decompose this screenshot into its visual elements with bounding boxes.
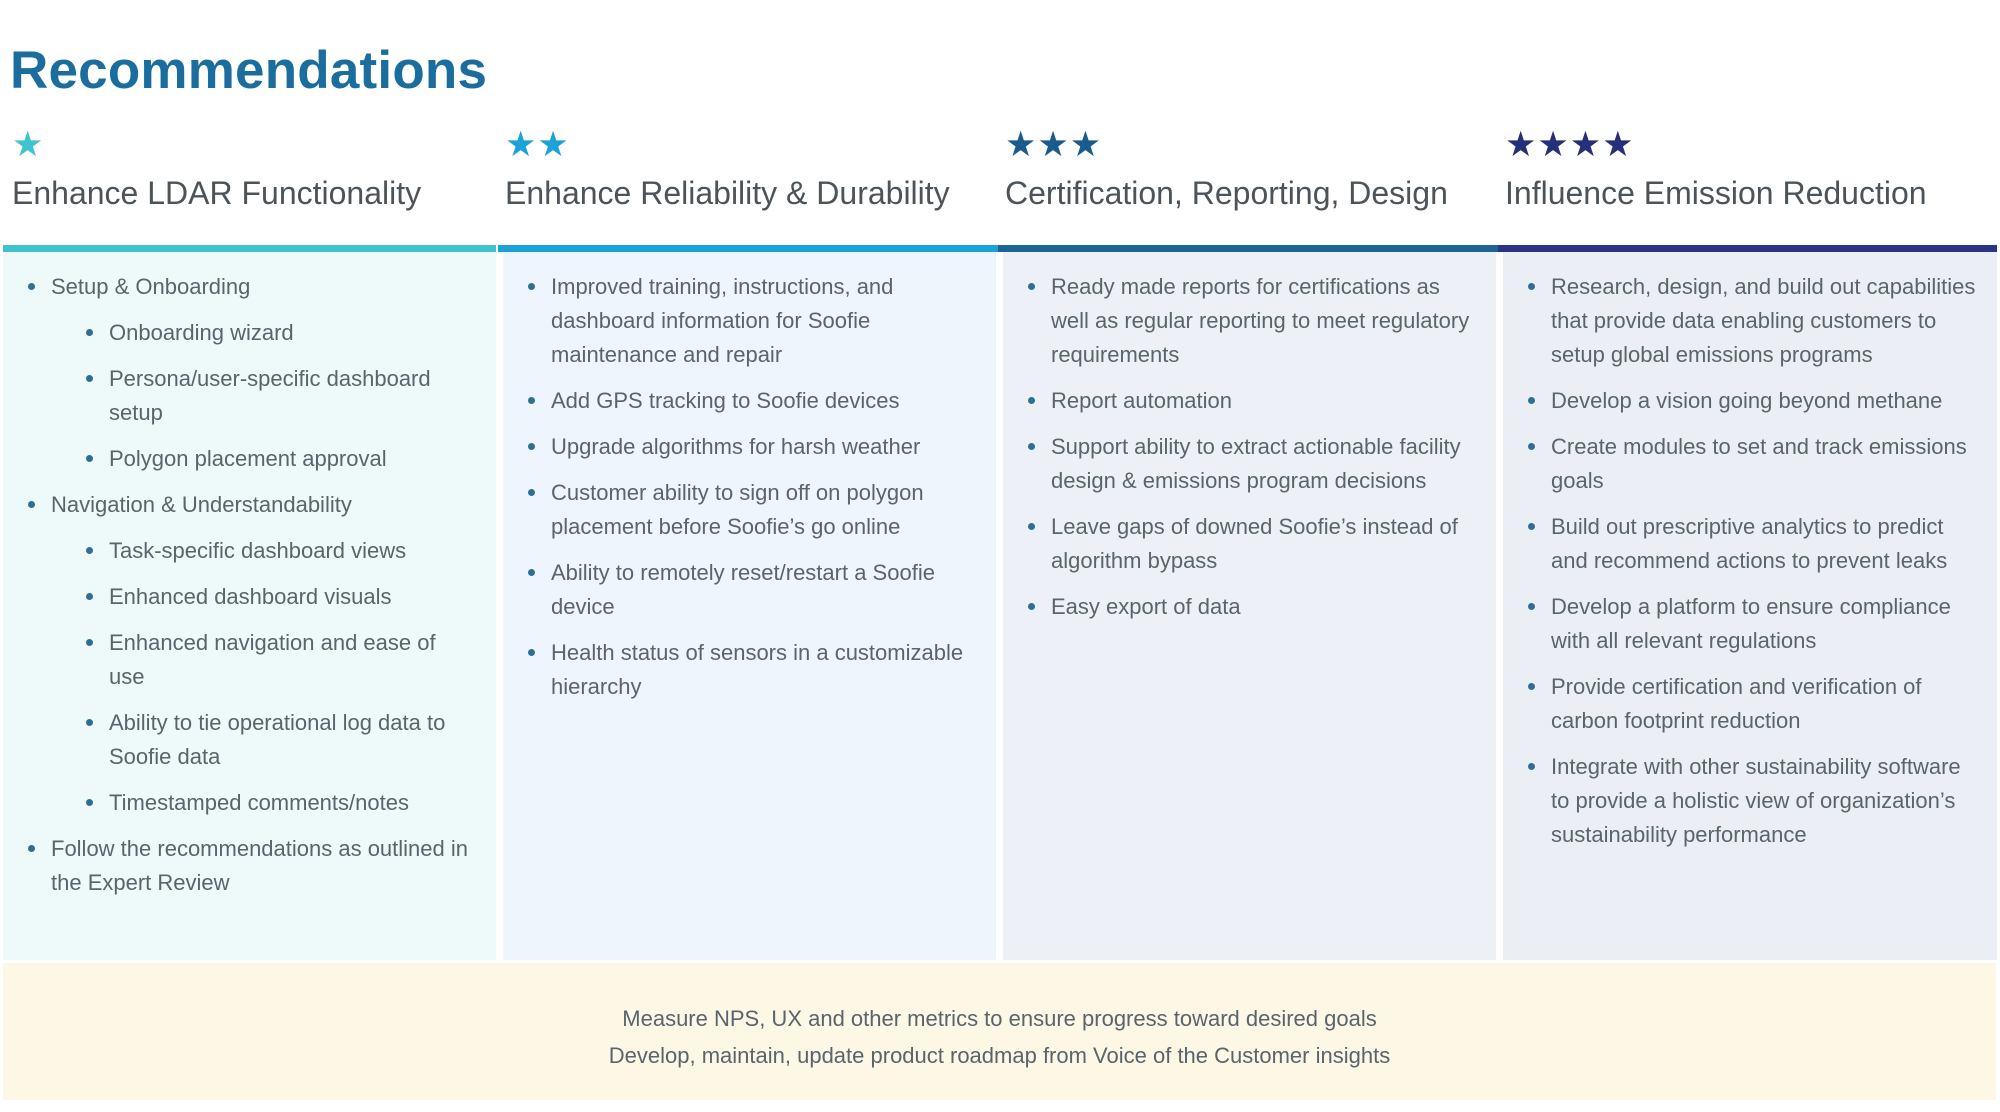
list-item: Customer ability to sign off on polygon placement before Soofie’s go online: [525, 476, 976, 544]
list-item: Follow the recommendations as outlined in the Expert Review: [25, 832, 476, 900]
column-header-ldar: [12, 125, 512, 213]
column-body-ldar: [3, 252, 496, 960]
sub-list-item: Enhanced navigation and ease of use: [83, 626, 476, 694]
column-body-certification: [1003, 252, 1496, 960]
list-item: Add GPS tracking to Soofie devices: [525, 384, 976, 418]
list-item: Health status of sensors in a customizable hierarchy: [525, 636, 976, 704]
sub-list-item: Task-specific dashboard views: [83, 534, 476, 568]
column-rule-emission: [1498, 245, 1997, 252]
list-item: Improved training, instructions, and dashboard information for Soofie maintenance and repair: [525, 270, 976, 372]
list-item: Ready made reports for certifications as well as regular reporting to meet regulatory requirements: [1025, 270, 1476, 372]
sub-list-item: Ability to tie operational log data to Soofie data: [83, 706, 476, 774]
column-header-reliability: [505, 125, 1005, 213]
footer-line-metrics: Measure NPS, UX and other metrics to ensure progress toward desired goals: [622, 1006, 1377, 1031]
column-title-ldar: Enhance LDAR Functionality: [12, 175, 422, 211]
recommendation-list: [1025, 270, 1476, 624]
rating-stars-3: ★★★: [1005, 125, 1103, 164]
rating-stars-2: ★★: [505, 125, 570, 164]
column-header-certification: [1005, 125, 1505, 213]
list-item: Integrate with other sustainability software to provide a holistic view of organization’s sustainability performance: [1525, 750, 1977, 852]
column-title-certification: Certification, Reporting, Design: [1005, 175, 1448, 211]
list-item: Develop a vision going beyond methane: [1525, 384, 1977, 418]
sub-list-item: Timestamped comments/notes: [83, 786, 476, 820]
list-item: Report automation: [1025, 384, 1476, 418]
sub-list-item: Enhanced dashboard visuals: [83, 580, 476, 614]
rating-stars-4: ★★★★: [1505, 125, 1635, 164]
column-body-reliability: [503, 252, 996, 960]
footer-line-roadmap: Develop, maintain, update product roadmap from Voice of the Customer insights: [608, 1043, 1391, 1068]
page-title: Recommendations: [10, 41, 488, 100]
rating-stars-1: ★: [12, 125, 45, 164]
sub-list: [83, 316, 476, 476]
column-body-emission: [1503, 252, 1997, 960]
recommendation-list: [525, 270, 976, 704]
sub-list-item: Polygon placement approval: [83, 442, 476, 476]
sub-list-item: Persona/user-specific dashboard setup: [83, 362, 476, 430]
list-item: Provide certification and verification of carbon footprint reduction: [1525, 670, 1977, 738]
list-item: Setup & Onboarding Onboarding wizard Persona/user-specific dashboard setup Polygon placement approval: [25, 270, 476, 476]
sub-list: [83, 534, 476, 820]
column-rule-reliability: [498, 245, 998, 252]
list-item: Research, design, and build out capabilities that provide data enabling customers to setup global emissions programs: [1525, 270, 1977, 372]
column-title-emission: Influence Emission Reduction: [1505, 175, 1927, 211]
sub-list-item: Onboarding wizard: [83, 316, 476, 350]
column-title-reliability: Enhance Reliability & Durability: [505, 175, 950, 211]
list-item: Easy export of data: [1025, 590, 1476, 624]
list-item: Build out prescriptive analytics to predict and recommend actions to prevent leaks: [1525, 510, 1977, 578]
column-rule-ldar: [3, 245, 496, 252]
list-item: Navigation & Understandability Task-specific dashboard views Enhanced dashboard visuals Enhanced navigation and ease of use Ability to tie operational log data to Soofie data Timestamped comments/notes: [25, 488, 476, 820]
list-item: Ability to remotely reset/restart a Soofie device: [525, 556, 976, 624]
recommendation-list: [25, 270, 476, 900]
footer-band: [3, 963, 1996, 1100]
column-rule-certification: [998, 245, 1498, 252]
list-item: Support ability to extract actionable facility design & emissions program decisions: [1025, 430, 1476, 498]
recommendation-list: [1525, 270, 1977, 852]
list-item: Upgrade algorithms for harsh weather: [525, 430, 976, 464]
list-item: Create modules to set and track emissions goals: [1525, 430, 1977, 498]
list-item: Leave gaps of downed Soofie’s instead of algorithm bypass: [1025, 510, 1476, 578]
column-header-emission: [1505, 125, 2000, 213]
list-item: Develop a platform to ensure compliance with all relevant regulations: [1525, 590, 1977, 658]
